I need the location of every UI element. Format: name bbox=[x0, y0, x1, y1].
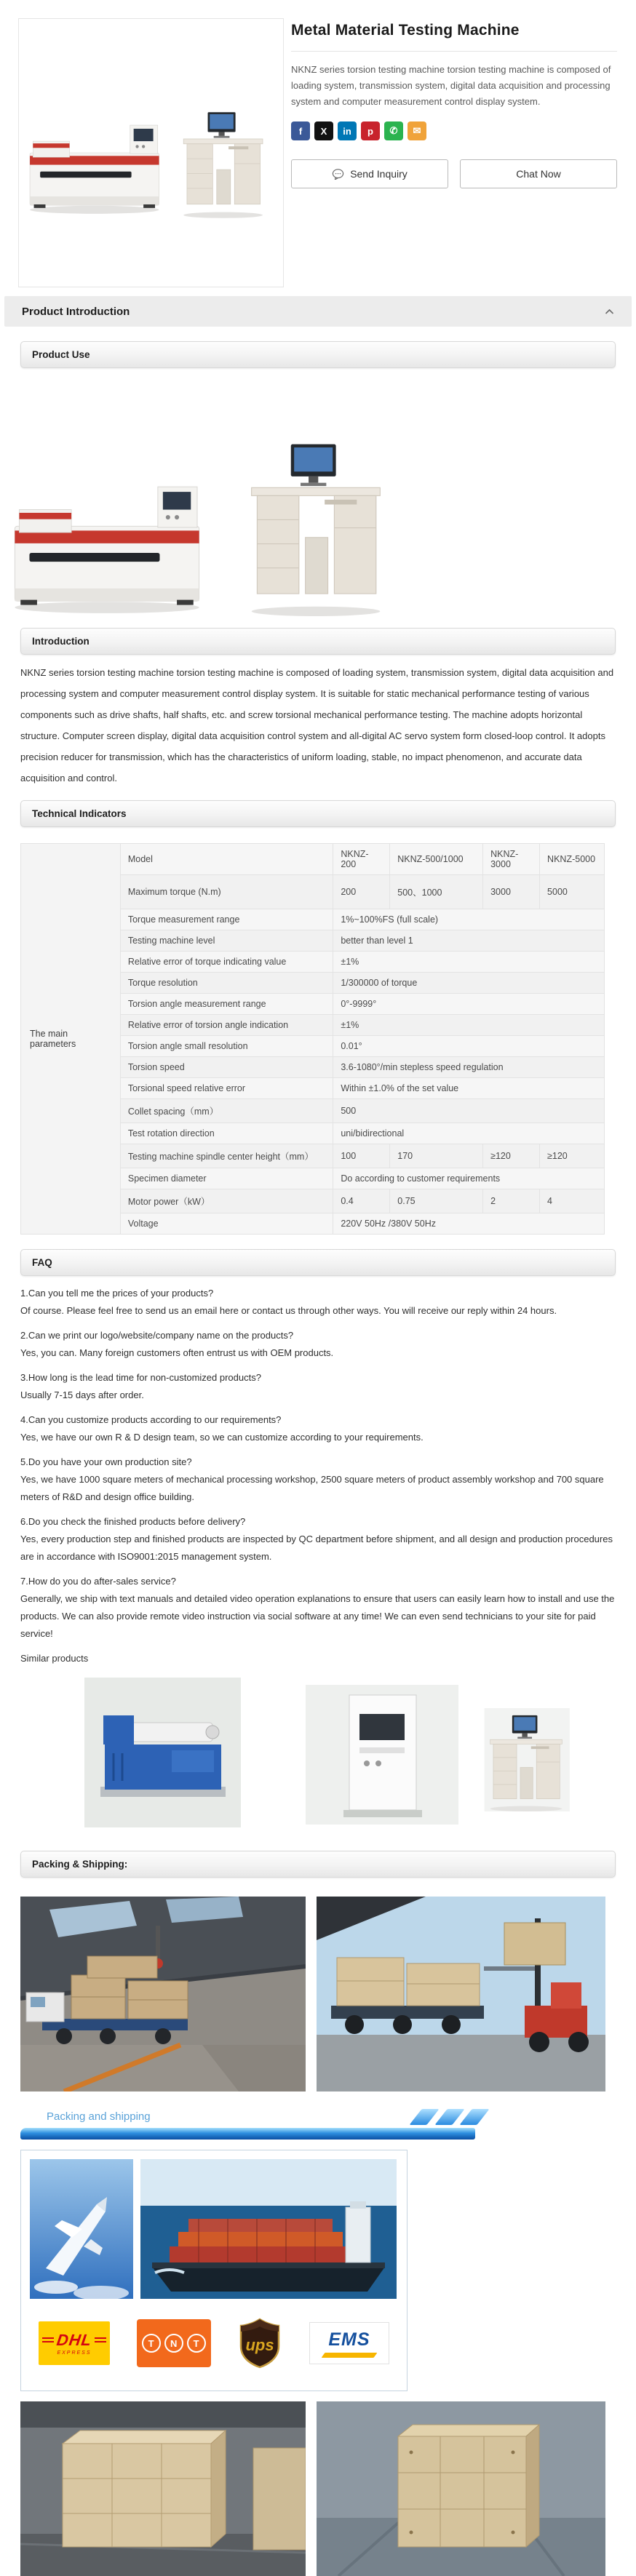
table-value-cell: 500、1000 bbox=[390, 875, 483, 909]
chat-now-button[interactable] bbox=[460, 159, 617, 188]
tnt-letter: N bbox=[164, 2334, 183, 2353]
product-use-title: Product Use bbox=[32, 349, 90, 360]
technical-indicators-title: Technical Indicators bbox=[32, 808, 127, 819]
product-photo-main bbox=[28, 44, 275, 262]
faq-answer: Generally, we ship with text manuals and detailed video operation explanations to ensure that users can easily learn how to install and use the products. We can also provide remote video instruction via social software at any time! We can even send technicians to your site for paid service! bbox=[20, 1593, 615, 1639]
dhl-text: DHL bbox=[55, 2331, 93, 2349]
courier-logos-row bbox=[30, 2312, 398, 2382]
whatsapp-icon[interactable]: ✆ bbox=[384, 121, 403, 140]
table-value-cell: ≥120 bbox=[540, 1144, 605, 1168]
faq-answer: Yes, we have our own R & D design team, so we can customize according to your requirements. bbox=[20, 1432, 424, 1443]
faq-item bbox=[20, 1454, 616, 1506]
product-use-images bbox=[20, 380, 616, 616]
faq-item bbox=[20, 1573, 616, 1643]
faq-answer: Yes, we have 1000 square meters of mechanical processing workshop, 2500 square meters of product assembly workshop and 700 square meters of R&D and design office building. bbox=[20, 1474, 604, 1502]
dhl-express-text: EXPRESS bbox=[57, 2350, 92, 2356]
faq-item bbox=[20, 1285, 616, 1320]
table-param-name: Torque resolution bbox=[120, 973, 333, 994]
table-group-cell: The main parameters bbox=[21, 844, 121, 1235]
table-param-name: Test rotation direction bbox=[120, 1123, 333, 1144]
truck-forklift-photo bbox=[317, 1897, 605, 2091]
table-span-cell: 1%~100%FS (full scale) bbox=[333, 909, 605, 930]
table-span-cell: 500 bbox=[333, 1099, 605, 1123]
tnt-letter: T bbox=[187, 2334, 206, 2353]
table-param-name: Motor power（kW） bbox=[120, 1189, 333, 1213]
faq-question: 1.Can you tell me the prices of your products? bbox=[20, 1288, 214, 1299]
tech-table bbox=[20, 843, 605, 1235]
x-twitter-icon[interactable]: X bbox=[314, 121, 333, 140]
product-thumbnail[interactable] bbox=[18, 18, 284, 287]
faq-answer: Yes, you can. Many foreign customers often entrust us with OEM products. bbox=[20, 1347, 334, 1358]
table-value-cell: NKNZ-500/1000 bbox=[390, 844, 483, 875]
table-value-cell: 4 bbox=[540, 1189, 605, 1213]
chevron-up-icon[interactable] bbox=[605, 308, 614, 315]
faq-list bbox=[20, 1285, 616, 1643]
table-value-cell: NKNZ-3000 bbox=[483, 844, 540, 875]
tnt-letter: T bbox=[142, 2334, 161, 2353]
table-value-cell: ≥120 bbox=[483, 1144, 540, 1168]
warehouse-loading-photo bbox=[20, 1897, 306, 2091]
faq-title: FAQ bbox=[32, 1257, 52, 1268]
similar-products-label: Similar products bbox=[20, 1653, 89, 1664]
tnt-logo bbox=[137, 2319, 211, 2367]
table-param-name: Maximum torque (N.m) bbox=[120, 875, 333, 909]
social-share-row bbox=[291, 121, 617, 140]
table-param-name: Relative error of torque indicating value bbox=[120, 952, 333, 973]
product-header-section bbox=[0, 0, 636, 287]
table-param-name: Testing machine level bbox=[120, 930, 333, 952]
banner-slash-decoration bbox=[459, 2109, 489, 2125]
table-span-cell: uni/bidirectional bbox=[333, 1123, 605, 1144]
table-param-name: Testing machine spindle center height（mm） bbox=[120, 1144, 333, 1168]
page-title: Metal Material Testing Machine bbox=[291, 22, 520, 39]
title-divider bbox=[291, 51, 617, 52]
section-product-use bbox=[20, 341, 616, 368]
send-inquiry-label: Send Inquiry bbox=[350, 168, 408, 180]
send-inquiry-button[interactable] bbox=[291, 159, 448, 188]
container-ship-photo bbox=[140, 2159, 397, 2299]
linkedin-icon[interactable]: in bbox=[338, 121, 357, 140]
table-param-name: Specimen diameter bbox=[120, 1168, 333, 1189]
shipping-methods-box bbox=[20, 2150, 408, 2391]
table-param-name: Model bbox=[120, 844, 333, 875]
computer-desk-photo bbox=[247, 431, 384, 616]
table-span-cell: 220V 50Hz /380V 50Hz bbox=[333, 1213, 605, 1235]
table-span-cell: Do according to customer requirements bbox=[333, 1168, 605, 1189]
banner-slash-decoration bbox=[409, 2109, 439, 2125]
table-param-name: Torsional speed relative error bbox=[120, 1078, 333, 1099]
airplane-photo bbox=[30, 2159, 133, 2299]
product-introduction-accordion[interactable] bbox=[4, 296, 632, 327]
table-param-name: Torsion angle measurement range bbox=[120, 994, 333, 1015]
wooden-crate-photo-right bbox=[317, 2401, 605, 2576]
ems-logo bbox=[309, 2322, 389, 2364]
chat-now-label: Chat Now bbox=[516, 168, 561, 180]
faq-question: 5.Do you have your own production site? bbox=[20, 1456, 192, 1467]
table-param-name: Torque measurement range bbox=[120, 909, 333, 930]
faq-answer: Usually 7-15 days after order. bbox=[20, 1389, 144, 1400]
table-span-cell: better than level 1 bbox=[333, 930, 605, 952]
table-span-cell: ±1% bbox=[333, 952, 605, 973]
similar-product-photo-desk bbox=[466, 1708, 587, 1811]
email-icon[interactable]: ✉ bbox=[408, 121, 426, 140]
dhl-stripes bbox=[42, 2337, 54, 2343]
table-span-cell: 3.6-1080°/min stepless speed regulation bbox=[333, 1057, 605, 1078]
table-value-cell: 200 bbox=[333, 875, 390, 909]
faq-item bbox=[20, 1411, 616, 1446]
table-value-cell: 0.75 bbox=[390, 1189, 483, 1213]
faq-item bbox=[20, 1327, 616, 1362]
table-value-cell: NKNZ-200 bbox=[333, 844, 390, 875]
table-value-cell: 5000 bbox=[540, 875, 605, 909]
banner-stripe bbox=[20, 2128, 475, 2140]
ems-swoosh bbox=[322, 2353, 378, 2358]
faq-item bbox=[20, 1513, 616, 1566]
packing-banner bbox=[20, 2109, 475, 2140]
crate-photos-row bbox=[20, 2401, 616, 2576]
table-span-cell: 0.01° bbox=[333, 1036, 605, 1057]
table-span-cell: ±1% bbox=[333, 1015, 605, 1036]
product-description: NKNZ series torsion testing machine torsion testing machine is composed of loading system, transmission system, digital data acquisition and processing system and computer measurement control display system. bbox=[291, 64, 611, 107]
table-param-name: Relative error of torsion angle indication bbox=[120, 1015, 333, 1036]
dhl-logo bbox=[39, 2321, 110, 2365]
table-value-cell: 170 bbox=[390, 1144, 483, 1168]
packing-photos-row bbox=[20, 1897, 616, 2091]
faq-question: 6.Do you check the finished products before delivery? bbox=[20, 1516, 246, 1527]
table-value-cell: 3000 bbox=[483, 875, 540, 909]
table-param-name: Collet spacing（mm） bbox=[120, 1099, 333, 1123]
similar-products-row bbox=[20, 1678, 616, 1830]
introduction-title: Introduction bbox=[32, 636, 90, 647]
table-param-name: Torsion angle small resolution bbox=[120, 1036, 333, 1057]
section-packing-shipping bbox=[20, 1851, 616, 1878]
packing-shipping-title: Packing & Shipping: bbox=[32, 1859, 128, 1870]
machine-photo bbox=[12, 449, 202, 616]
chat-bubble-icon bbox=[332, 169, 344, 180]
section-technical-indicators bbox=[20, 800, 616, 827]
table-value-cell: 100 bbox=[333, 1144, 390, 1168]
faq-question: 4.Can you customize products according to our requirements? bbox=[20, 1414, 282, 1425]
faq-item bbox=[20, 1369, 616, 1404]
faq-answer: Of course. Please feel free to send us an email here or contact us through other ways. You will receive our reply within 24 hours. bbox=[20, 1305, 557, 1316]
product-introduction-title: Product Introduction bbox=[22, 305, 130, 318]
section-introduction bbox=[20, 628, 616, 655]
table-value-cell: NKNZ-5000 bbox=[540, 844, 605, 875]
table-param-name: Voltage bbox=[120, 1213, 333, 1235]
table-value-cell: 2 bbox=[483, 1189, 540, 1213]
table-span-cell: 0°-9999° bbox=[333, 994, 605, 1015]
faq-question: 7.How do you do after-sales service? bbox=[20, 1576, 176, 1587]
ups-logo bbox=[237, 2317, 282, 2369]
ems-text: EMS bbox=[328, 2329, 370, 2350]
ups-text: ups bbox=[245, 2336, 274, 2354]
facebook-icon[interactable]: f bbox=[291, 121, 310, 140]
packing-banner-label: Packing and shipping bbox=[47, 2110, 151, 2123]
pinterest-icon[interactable]: p bbox=[361, 121, 380, 140]
table-span-cell: Within ±1.0% of the set value bbox=[333, 1078, 605, 1099]
section-faq bbox=[20, 1249, 616, 1276]
faq-answer: Yes, every production step and finished products are inspected by QC department before shipment, and all design and production procedures are in accordance with ISO9001:2015 management system. bbox=[20, 1534, 613, 1562]
faq-question: 3.How long is the lead time for non-customized products? bbox=[20, 1372, 261, 1383]
table-value-cell: 0.4 bbox=[333, 1189, 390, 1213]
table-span-cell: 1/300000 of torque bbox=[333, 973, 605, 994]
faq-question: 2.Can we print our logo/website/company name on the products? bbox=[20, 1330, 294, 1341]
similar-product-photo-blue-machine bbox=[84, 1678, 241, 1827]
similar-product-photo-white-machine bbox=[306, 1685, 458, 1825]
introduction-paragraph: NKNZ series torsion testing machine torsion testing machine is composed of loading system, transmission system, digital data acquisition and processing system and computer measurement control display system. It is suitable for static mechanical performance testing of various components such as drive shafts, half shafts, etc. and screw torsional mechanical performance testing. The machine adopts horizontal structure. Computer screen display, digital data acquisition control system and all-digital AC servo system form closed-loop control. It adopts precision reducer for transmission, which has the characteristics of uniform loading, stable, no impact phenomenon, and accurate data acquisition and control. bbox=[20, 667, 614, 783]
wooden-crate-photo-left bbox=[20, 2401, 306, 2576]
dhl-stripes bbox=[95, 2337, 106, 2343]
table-param-name: Torsion speed bbox=[120, 1057, 333, 1078]
